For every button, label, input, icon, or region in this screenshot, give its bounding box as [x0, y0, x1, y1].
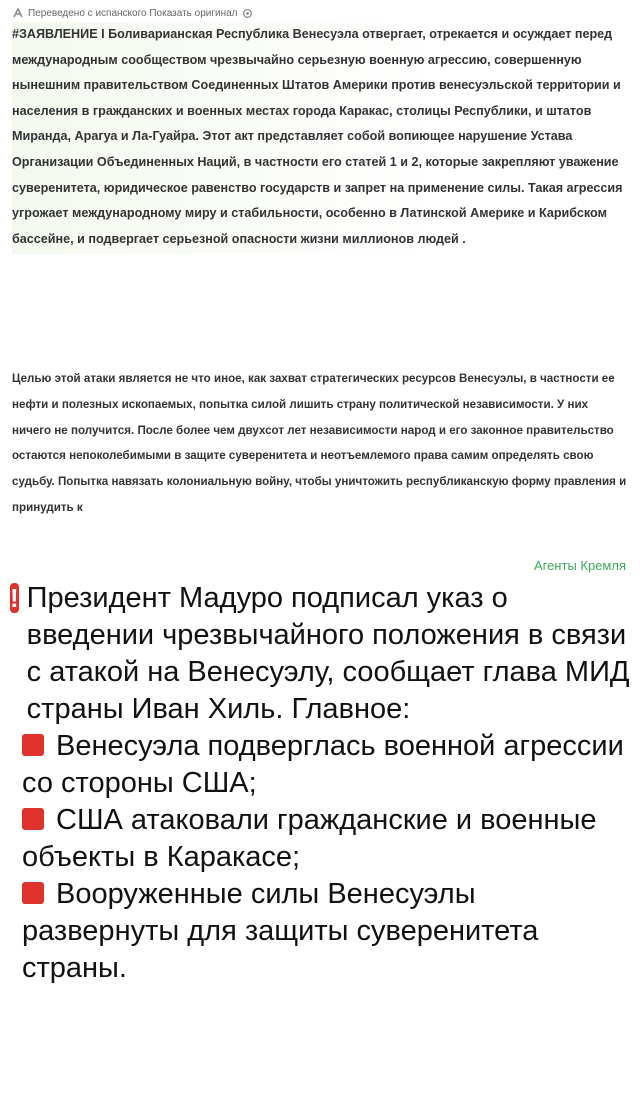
post-text [10, 580, 630, 987]
exclamation-icon: ! [10, 583, 19, 613]
bullet-item: Венесуэла подверглась военной агрессии со стороны США; [22, 730, 624, 799]
statement-continuation: Целью этой атаки является не что иное, как захват стратегических ресурсов Венесуэлы, в частности ее нефти и полезных ископаемых, попытка силой лишить страну политической независимости. У них ничего не получится. После более чем двухсот лет независимости народ и его законное правительство остаются непоколебимыми в защите суверенитета и неотъемлемого права самим определять свою судьбу. Попытка навязать колониальную войну, чтобы уничтожить республиканскую форму правления и принудить к [12, 372, 627, 514]
post-lead [10, 580, 630, 728]
red-square-icon [22, 882, 44, 904]
translation-bar-text[interactable]: Переведено с испанского Показать оригинал [28, 7, 238, 19]
post-lead-text: Президент Мадуро подписал указ о введении чрезвычайного положения в связи с атакой на Венесуэлу, сообщает глава МИД страны Иван Хиль. Главное: [26, 582, 630, 725]
bullet-item: Вооруженные силы Венесуэлы развернуты для защиты суверенитета страны. [22, 878, 539, 984]
translate-icon [12, 7, 24, 19]
translation-bar[interactable] [12, 4, 253, 22]
red-square-icon [22, 808, 44, 830]
bullet-item: США атаковали гражданские и военные объекты в Каракасе; [22, 804, 597, 873]
statement-paragraph: #ЗАЯВЛЕНИЕ I Боливарианская Республика Венесуэла отвергает, отрекается и осуждает перед международным сообществом чрезвычайно серьезную военную агрессию, совершенную нынешним правительством Соединенных Штатов Америки против венесуэльской территории и населения в гражданских и военных местах города Каракас, столицы Республики, и штатов Миранда, Арагуа и Ла-Гуайра. Этот акт представляет собой вопиющее нарушение Устава Организации Объединенных Наций, в частности его статей 1 и 2, которые закрепляют уважение суверенитета, юридическое равенство государств и запрет на применение силы. Такая агрессия угрожает международному миру и стабильности, особенно в Латинской Америке и Карибском бассейне, и подвергает серьезной опасности жизни миллионов людей . [12, 22, 630, 254]
red-square-icon [22, 734, 44, 756]
watermark: Агенты Кремля [533, 558, 626, 573]
gear-icon[interactable] [242, 8, 253, 19]
